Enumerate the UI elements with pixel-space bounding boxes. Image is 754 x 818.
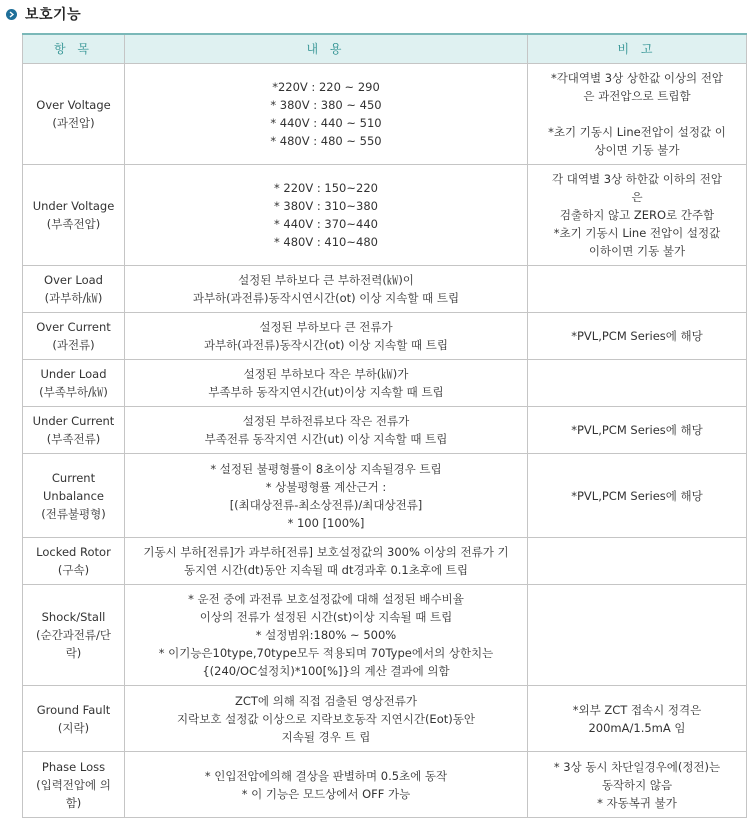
content-cell-line: ZCT에 의해 직접 검출된 영상전류가 [235, 693, 417, 708]
note-cell-line: *초기 기동시 Line 전압이 설정값 [553, 226, 721, 240]
table-row [23, 752, 747, 818]
content-cell [125, 266, 528, 313]
note-cell-line [531, 105, 743, 123]
item-cell [23, 454, 125, 538]
content-cell-line: * 100 [100%] [287, 515, 365, 530]
note-cell-line: * 3상 동시 차단일경우에(정전)는 [553, 759, 721, 774]
table-row [23, 454, 747, 538]
item-cell-line: (전류불평형) [41, 506, 106, 521]
item-cell-line: Ground Fault [36, 702, 111, 717]
note-cell [528, 752, 747, 818]
content-cell [125, 538, 528, 585]
content-cell [125, 313, 528, 360]
table-row [23, 360, 747, 407]
content-cell-line: [(최대상전류-최소상전류)/최대상전류] [229, 497, 423, 512]
content-cell [125, 64, 528, 165]
item-cell-line: Current [51, 470, 96, 485]
note-cell [528, 313, 747, 360]
item-cell-line: Unbalance [43, 488, 104, 503]
note-cell-line: 검출하지 않고 ZERO로 간주함 [559, 208, 715, 222]
note-cell-line: * 자동복귀 불가 [597, 795, 677, 810]
header-note: 비 고 [528, 34, 747, 64]
content-cell-line: 설정된 부하보다 작은 부하(㎾)가 [243, 367, 409, 381]
content-cell-line: * 440V : 370~440 [274, 217, 378, 231]
note-cell [528, 407, 747, 454]
content-cell-line: 부족부하 동작지연시간(ut)이상 지속할 때 트립 [208, 385, 444, 399]
item-cell-line: (구속) [57, 563, 90, 577]
content-cell-line: 설정된 부하전류보다 작은 전류가 [242, 414, 410, 428]
item-cell-line: Under Current [32, 414, 115, 428]
content-cell-line: * 380V : 380 ~ 450 [270, 98, 382, 112]
table-row [23, 64, 747, 165]
content-cell-line: * 설정된 불평형률이 8초이상 지속될경우 트립 [210, 461, 442, 476]
content-cell [125, 165, 528, 266]
note-cell-line: *초기 기동시 Line전압이 설정값 이 [548, 125, 726, 139]
content-cell-line: 기동시 부하[전류]가 과부하[전류] 보호설정값의 300% 이상의 전류가 기 [143, 545, 509, 559]
item-cell-line: (지락) [57, 720, 90, 735]
item-cell [23, 313, 125, 360]
content-cell [125, 454, 528, 538]
item-cell-line: (과부하/㎾) [44, 291, 103, 305]
content-cell-line: * 설정범위:180% ~ 500% [255, 628, 397, 642]
item-cell-line: Phase Loss [41, 759, 106, 774]
note-cell [528, 585, 747, 686]
content-cell-line: 지속될 경우 트 립 [281, 729, 371, 744]
header-content: 내 용 [125, 34, 528, 64]
content-cell-line: 설정된 부하보다 큰 전류가 [259, 320, 393, 334]
note-cell [528, 538, 747, 585]
note-cell-line: 각 대역별 3상 하한값 이하의 전압 [551, 172, 722, 186]
chevron-right-icon [6, 9, 17, 20]
content-cell-line: * 이 기능은 모드상에서 OFF 가능 [241, 786, 411, 801]
table-row [23, 165, 747, 266]
content-cell-line: *220V : 220 ~ 290 [272, 80, 380, 94]
item-cell [23, 165, 125, 266]
section-header [4, 4, 81, 24]
table-header-row [23, 34, 747, 64]
content-cell [125, 585, 528, 686]
content-cell-line: * 220V : 150~220 [274, 181, 378, 195]
content-cell-line: * 440V : 440 ~ 510 [270, 116, 382, 130]
item-cell-line: 함) [65, 795, 82, 810]
note-cell-line: 동작하지 않음 [601, 777, 673, 792]
note-cell-line: 은 과전압으로 트립함 [583, 89, 691, 103]
item-cell [23, 64, 125, 165]
note-cell [528, 266, 747, 313]
note-cell-line: *PVL,PCM Series에 해당 [571, 329, 703, 343]
item-cell-line: Shock/Stall [41, 610, 106, 624]
note-cell [528, 454, 747, 538]
table-row [23, 686, 747, 752]
item-cell [23, 360, 125, 407]
content-cell-line: 부족전류 동작지연 시간(ut) 이상 지속할 때 트립 [204, 432, 448, 446]
table-row [23, 538, 747, 585]
note-cell [528, 686, 747, 752]
item-cell [23, 686, 125, 752]
note-cell-line: 200mA/1.5mA 임 [588, 720, 686, 735]
table-row [23, 266, 747, 313]
content-cell-line: 동지연 시간(dt)동안 지속될 때 dt경과후 0.1초후에 트립 [184, 563, 468, 577]
item-cell-line: Over Load [44, 273, 103, 287]
item-cell-line: (부족전류) [46, 432, 101, 446]
content-cell-line: * 480V : 410~480 [274, 235, 378, 249]
note-cell-line: *PVL,PCM Series에 해당 [571, 423, 703, 437]
content-cell-line: * 이기능은10type,70type모두 적용되며 70Type에서의 상한치는 [158, 646, 494, 660]
item-cell [23, 266, 125, 313]
content-cell-line: * 운전 중에 과전류 보호설정값에 대해 설정된 배수비율 [188, 592, 464, 606]
content-cell-line: 과부하(과전류)동작시연시간(ot) 이상 지속할 때 트립 [192, 291, 460, 305]
content-cell-line: * 상불평형률 계산근거 : [265, 479, 387, 494]
note-cell-line: *PVL,PCM Series에 해당 [571, 488, 703, 503]
table-row [23, 585, 747, 686]
note-cell-line: 이하이면 기동 불가 [588, 244, 686, 258]
note-cell [528, 64, 747, 165]
protection-function-table [22, 33, 747, 818]
content-cell [125, 752, 528, 818]
note-cell-line: *외부 ZCT 접속시 정격은 [572, 702, 702, 717]
table-row [23, 313, 747, 360]
item-cell [23, 752, 125, 818]
content-cell-line: {(240/OC설정치)*100[%]}의 계산 결과에 의함 [202, 664, 450, 678]
item-cell-line: Locked Rotor [36, 545, 111, 559]
item-cell [23, 538, 125, 585]
item-cell-line: Over Voltage [36, 98, 111, 112]
content-cell-line: 설정된 부하보다 큰 부하전력(㎾)이 [238, 273, 414, 287]
item-cell-line: (순간과전류/단 [35, 628, 111, 642]
item-cell [23, 407, 125, 454]
note-cell-line: *각대역별 3상 상한값 이상의 전압 [550, 71, 724, 85]
note-cell-line: 상이면 기동 불가 [594, 143, 680, 157]
item-cell-line: Under Voltage [32, 199, 115, 213]
content-cell-line: 지락보호 설정값 이상으로 지락보호동작 지연시간(Eot)동안 [177, 711, 475, 726]
section-title: 보호기능 [25, 7, 82, 23]
content-cell [125, 686, 528, 752]
content-cell [125, 360, 528, 407]
item-cell-line: 락) [65, 646, 82, 660]
item-cell-line: Under Load [40, 367, 107, 381]
content-cell-line: 과부하(과전류)동작시간(ot) 이상 지속할 때 트립 [203, 338, 449, 352]
item-cell [23, 585, 125, 686]
content-cell-line: * 인입전압에의해 결상을 판별하며 0.5초에 동작 [204, 768, 448, 783]
item-cell-line: (부족부하/㎾) [39, 385, 108, 399]
content-cell-line: * 380V : 310~380 [274, 199, 378, 213]
note-cell [528, 360, 747, 407]
item-cell-line: (부족전압) [46, 217, 101, 231]
content-cell-line: 이상의 전류가 설정된 시간(st)이상 지속될 때 트립 [199, 610, 453, 624]
item-cell-line: (입력전압에 의 [36, 777, 111, 792]
item-cell-line: Over Current [36, 320, 111, 334]
item-cell-line: (과전압) [52, 116, 95, 130]
content-cell-line: * 480V : 480 ~ 550 [270, 134, 382, 148]
table-row [23, 407, 747, 454]
note-cell-line: 은 [631, 190, 643, 204]
content-cell [125, 407, 528, 454]
item-cell-line: (과전류) [52, 338, 95, 352]
header-item: 항 목 [23, 34, 125, 64]
note-cell [528, 165, 747, 266]
